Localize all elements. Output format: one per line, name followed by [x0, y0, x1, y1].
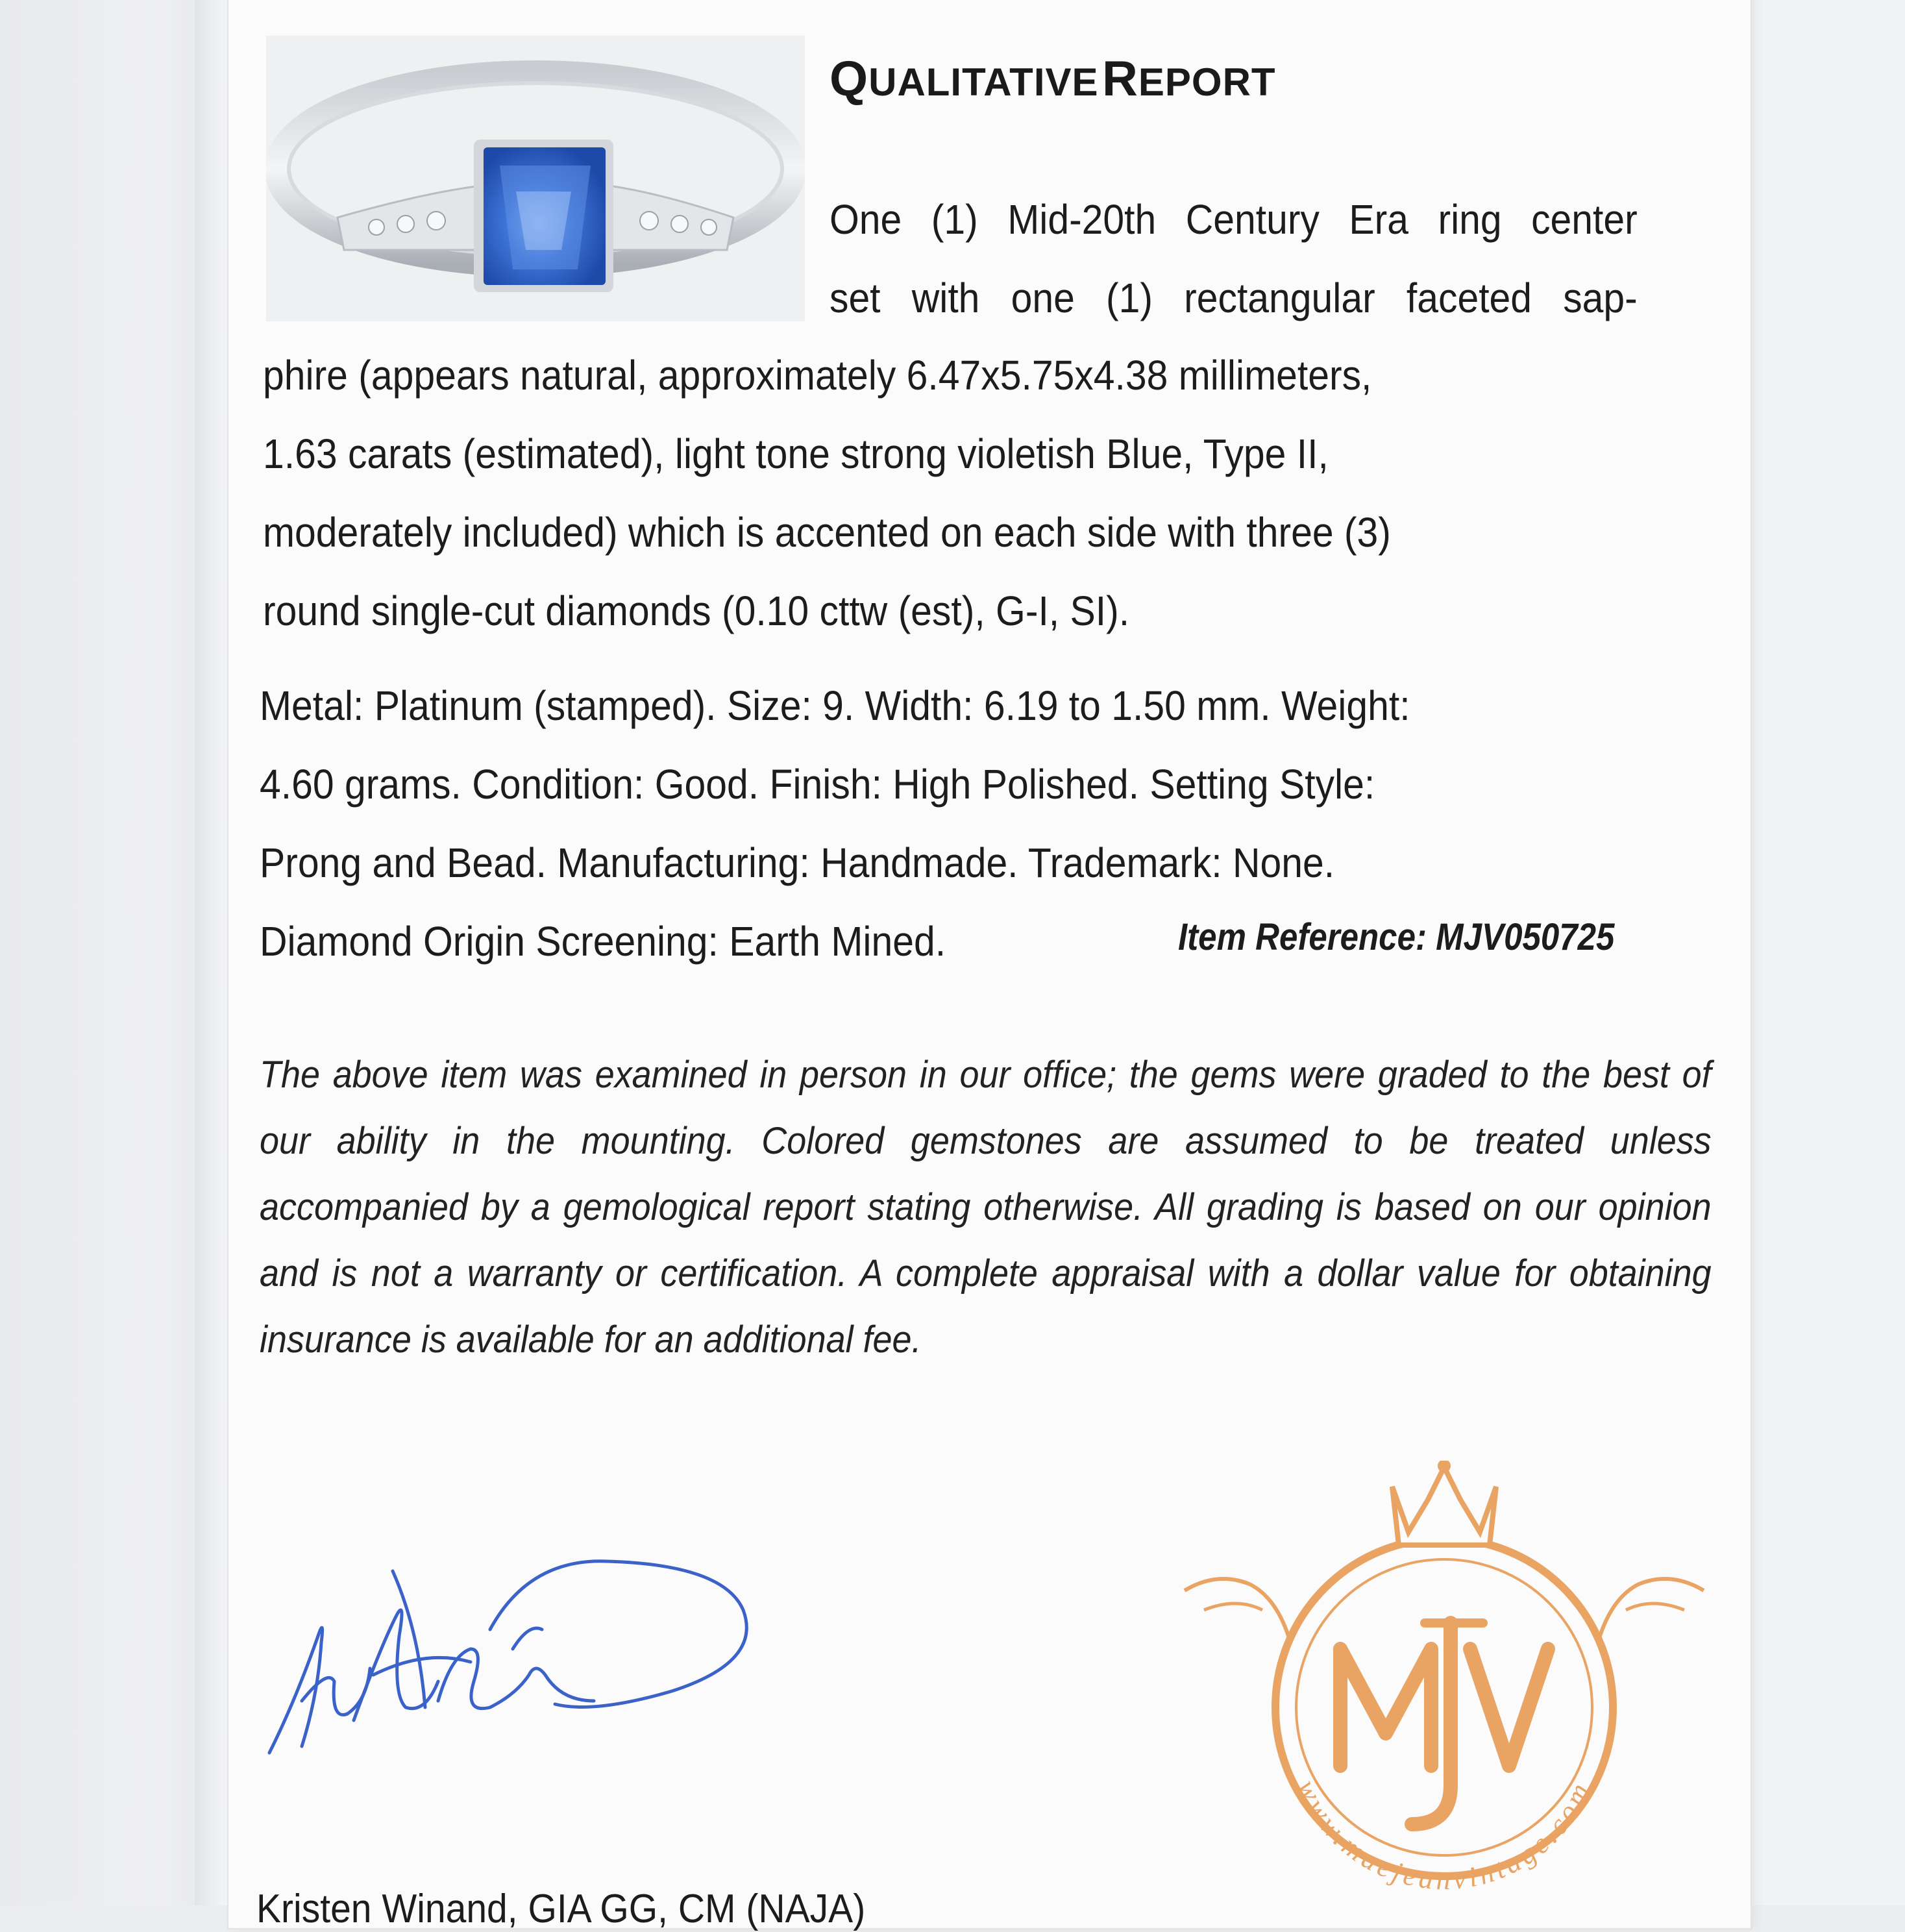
- description-top: [830, 180, 1638, 338]
- title-rest-qualitative: UALITATIVE: [868, 60, 1099, 104]
- details-line: Prong and Bead. Manufacturing: Handmade. Trademark: None.: [260, 839, 1335, 886]
- description-line: set with one (1) rectangular faceted sap-: [830, 275, 1638, 321]
- signer-name: Kristen Winand, GIA GG, CM (NAJA): [256, 1887, 866, 1931]
- description-line: round single-cut diamonds (0.10 cttw (est), G-I, SI).: [263, 588, 1130, 634]
- disclaimer: The above item was examined in person in our office; the gems were graded to the best of our ability in the mounting. Colored gemstones are assumed to be treated unless accompanied by a gemological report stating otherwise. All grading is based on our opinion and is not a warranty or certification. A complete appraisal with a dollar value for obtaining insurance is available for an additional fee.: [260, 1054, 1712, 1361]
- details-line: 4.60 grams. Condition: Good. Finish: High Polished. Setting Style:: [260, 761, 1375, 808]
- report-title: [830, 51, 1276, 107]
- description-line: phire (appears natural, approximately 6.47x5.75x4.38 millimeters,: [263, 352, 1372, 399]
- title-initial-r: R: [1102, 51, 1138, 106]
- details-line: Diamond Origin Screening: Earth Mined.: [260, 918, 946, 965]
- ring-photo: [266, 36, 805, 321]
- mjv-seal-logo: [1178, 1461, 1710, 1902]
- description-line: One (1) Mid-20th Century Era ring center: [830, 196, 1638, 243]
- description-line: moderately included) which is accented on each side with three (3): [263, 509, 1391, 556]
- seal-website: www.maejeanvintage.com: [1290, 1775, 1598, 1896]
- signature: [256, 1552, 808, 1766]
- title-rest-report: EPORT: [1138, 60, 1276, 104]
- card-edge-shadow: [195, 0, 227, 1905]
- description-line: 1.63 carats (estimated), light tone strong violetish Blue, Type II,: [263, 430, 1329, 477]
- item-reference: Item Reference: MJV050725: [1178, 916, 1615, 958]
- title-initial-q: Q: [830, 51, 869, 106]
- description-body: [263, 336, 1647, 650]
- details-line: Metal: Platinum (stamped). Size: 9. Width: 6.19 to 1.50 mm. Weight:: [260, 682, 1410, 729]
